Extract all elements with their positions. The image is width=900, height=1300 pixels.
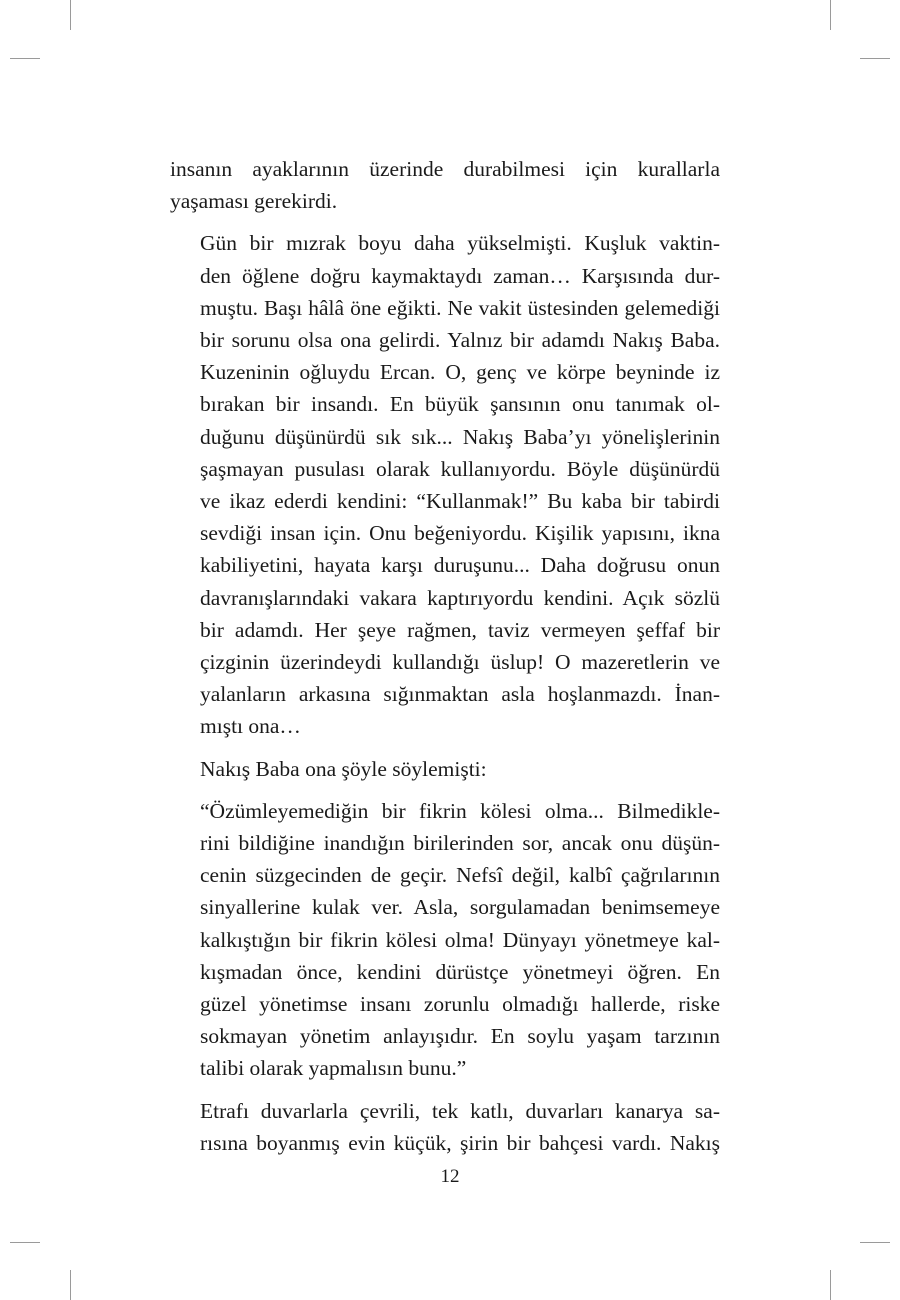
- text-line: kışmadan önce, kendini dürüstçe yönetmeyi öğren. En: [200, 959, 720, 984]
- text-line: Kuzeninin oğluydu Ercan. O, genç ve körpe beyninde iz: [200, 360, 720, 385]
- text-line: şaşmayan pusulası olarak kullanıyordu. Böyle düşünürdü: [200, 456, 720, 481]
- text-line: bırakan bir insandı. En büyük şansının onu tanımak ol-: [200, 392, 720, 417]
- crop-mark-left-top: [10, 58, 40, 59]
- paragraph: [170, 753, 720, 785]
- text-line: bir sorunu olsa ona gelirdi. Yalnız bir adamdı Nakış Baba.: [200, 328, 720, 353]
- paragraph: [170, 227, 720, 742]
- text-line: bir adamdı. Her şeye rağmen, taviz vermeyen şeffaf bir: [200, 617, 720, 642]
- text-line: duğunu düşünürdü sık sık... Nakış Baba’yı yönelişlerinin: [200, 424, 720, 449]
- text-line: kalkıştığın bir fikrin kölesi olma! Dünyayı yönetmeye kal-: [200, 927, 720, 952]
- text-line: yaşaması gerekirdi.: [170, 189, 338, 214]
- text-line: “Özümleyemediğin bir fikrin kölesi olma... Bilmedikle-: [200, 798, 720, 823]
- text-line: talibi olarak yapmalısın bunu.”: [200, 1056, 467, 1081]
- crop-mark-bottom-left: [70, 1270, 71, 1300]
- text-line: sevdiği insan için. Onu beğeniyordu. Kişilik yapısını, ikna: [200, 521, 720, 546]
- text-line: Nakış Baba ona şöyle söylemişti:: [200, 756, 487, 781]
- crop-mark-right-bottom: [860, 1242, 890, 1243]
- paragraph: [170, 153, 720, 217]
- text-line: Etrafı duvarlarla çevrili, tek katlı, duvarları kanarya sa-: [200, 1098, 720, 1123]
- text-line: sokmayan yönetim anlayışıdır. En soylu yaşam tarzının: [200, 1024, 720, 1049]
- text-line: insanın ayaklarının üzerinde durabilmesi için kurallarla: [170, 157, 720, 181]
- text-line: den öğlene doğru kaymaktaydı zaman… Karşısında dur-: [200, 263, 720, 288]
- text-line: sinyallerine kulak ver. Asla, sorgulamadan benimsemeye: [200, 895, 720, 920]
- crop-mark-top-left: [70, 0, 71, 30]
- text-line: Gün bir mızrak boyu daha yükselmişti. Kuşluk vaktin-: [200, 231, 720, 256]
- text-line: muştu. Başı hâlâ öne eğikti. Ne vakit üstesinden gelemediği: [200, 295, 720, 320]
- text-line: yalanların arkasına sığınmaktan asla hoşlanmazdı. İnan-: [200, 682, 720, 707]
- crop-mark-left-bottom: [10, 1242, 40, 1243]
- text-line: cenin süzgecinden de geçir. Nefsî değil, kalbî çağrılarının: [200, 863, 720, 888]
- text-line: rini bildiğine inandığın birilerinden sor, ancak onu düşün-: [200, 831, 720, 856]
- crop-mark-right-top: [860, 58, 890, 59]
- body-text: [170, 153, 720, 1169]
- text-line: kabiliyetini, hayata karşı duruşunu... Daha doğrusu onun: [200, 553, 720, 578]
- text-line: çizginin üzerindeydi kullandığı üslup! O mazeretlerin ve: [200, 650, 720, 675]
- text-line: rısına boyanmış evin küçük, şirin bir bahçesi vardı. Nakış: [200, 1130, 720, 1155]
- text-line: davranışlarındaki vakara kaptırıyordu kendini. Açık sözlü: [200, 585, 720, 610]
- text-line: ve ikaz ederdi kendini: “Kullanmak!” Bu kaba bir tabirdi: [200, 489, 720, 514]
- crop-mark-bottom-right: [830, 1270, 831, 1300]
- paragraph: [170, 795, 720, 1085]
- crop-mark-top-right: [830, 0, 831, 30]
- text-line: güzel yönetimse insanı zorunlu olmadığı hallerde, riske: [200, 992, 720, 1017]
- text-line: mıştı ona…: [200, 714, 301, 739]
- page-number: 12: [440, 1166, 460, 1187]
- paragraph: [170, 1095, 720, 1159]
